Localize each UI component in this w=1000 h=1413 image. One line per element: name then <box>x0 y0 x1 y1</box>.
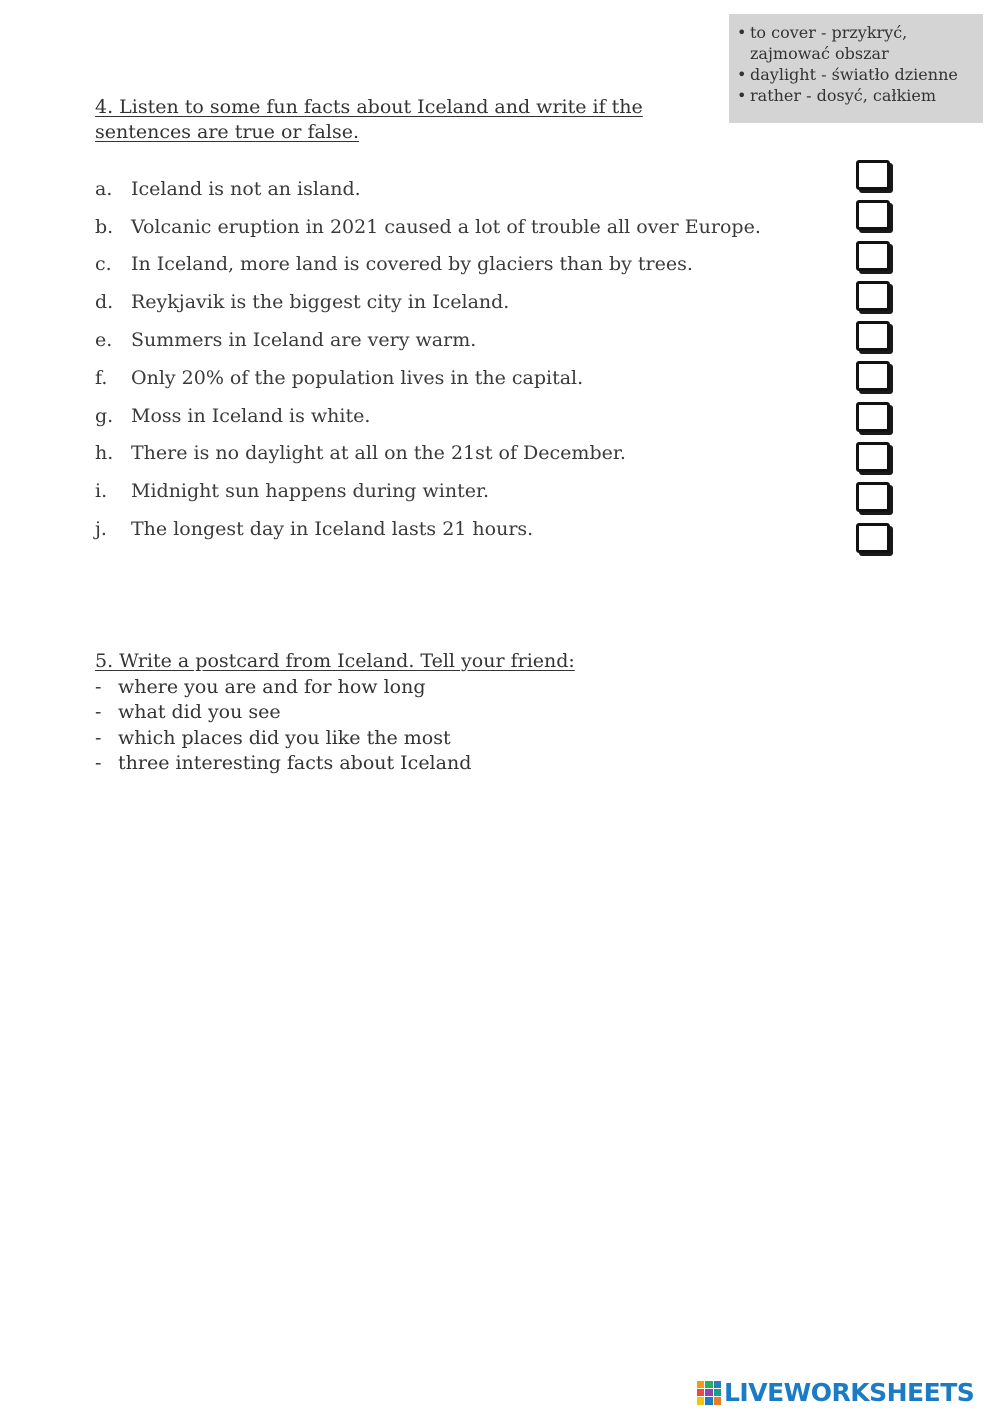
sentence-item <box>95 246 835 284</box>
vocab-item: • to cover - przykryć, zajmować obszar <box>737 22 983 64</box>
sentence-text: Volcanic eruption in 2021 caused a lot of trouble all over Europe. <box>131 215 761 238</box>
answer-boxes <box>856 160 890 563</box>
postcard-point <box>95 675 471 700</box>
logo-cell <box>697 1389 704 1396</box>
logo-cell <box>714 1389 721 1396</box>
answer-box-c[interactable] <box>856 241 890 271</box>
vocab-item: • rather - dosyć, całkiem <box>737 85 983 106</box>
logo-cell <box>697 1381 704 1388</box>
dash-marker: - <box>95 701 102 724</box>
sentence-letter: h. <box>95 442 114 465</box>
sentence-item <box>95 397 835 435</box>
sentence-item <box>95 170 835 208</box>
vocab-item: • daylight - światło dzienne <box>737 64 983 85</box>
sentence-letter: d. <box>95 291 114 314</box>
logo-cell <box>705 1381 712 1388</box>
logo-cell <box>705 1389 712 1396</box>
sentence-text: Midnight sun happens during winter. <box>131 480 489 503</box>
sentence-item <box>95 510 835 548</box>
dash-marker: - <box>95 676 102 698</box>
answer-box-d[interactable] <box>856 281 890 311</box>
logo-text: LIVEWORKSHEETS <box>724 1378 975 1407</box>
sentence-item <box>95 321 835 359</box>
postcard-point-text: what did you see <box>118 701 281 724</box>
answer-box-j[interactable] <box>856 523 890 553</box>
sentence-letter: b. <box>95 215 114 238</box>
logo-cell <box>697 1397 704 1404</box>
dash-marker: - <box>95 751 102 774</box>
sentence-letter: j. <box>95 518 107 541</box>
answer-box-b[interactable] <box>856 200 890 230</box>
postcard-point <box>95 700 471 725</box>
sentence-item <box>95 283 835 321</box>
answer-box-e[interactable] <box>856 321 890 351</box>
sentence-text: In Iceland, more land is covered by glaciers than by trees. <box>131 253 693 276</box>
postcard-point <box>95 751 471 776</box>
sentence-item <box>95 208 835 246</box>
sentence-letter: g. <box>95 404 114 427</box>
task5-title: 5. Write a postcard from Iceland. Tell your friend: <box>95 650 575 672</box>
sentence-text: Moss in Iceland is white. <box>131 404 371 427</box>
logo-cell <box>714 1381 721 1388</box>
sentence-letter: c. <box>95 253 112 276</box>
sentence-text: There is no daylight at all on the 21st of December. <box>131 442 626 465</box>
vocabulary-box <box>729 14 983 123</box>
sentence-text: Reykjavik is the biggest city in Iceland. <box>131 291 510 314</box>
sentence-text: Only 20% of the population lives in the capital. <box>131 366 584 389</box>
liveworksheets-logo <box>697 1378 974 1407</box>
answer-box-g[interactable] <box>856 402 890 432</box>
sentence-letter: a. <box>95 177 113 200</box>
postcard-point-text: three interesting facts about Iceland <box>118 751 472 774</box>
sentence-text: Summers in Iceland are very warm. <box>131 329 477 352</box>
answer-box-a[interactable] <box>856 160 890 190</box>
postcard-points <box>95 675 471 776</box>
sentence-text: Iceland is not an island. <box>131 177 361 200</box>
postcard-point <box>95 726 471 751</box>
answer-box-h[interactable] <box>856 442 890 472</box>
answer-box-f[interactable] <box>856 361 890 391</box>
sentence-text: The longest day in Iceland lasts 21 hours. <box>131 518 534 541</box>
sentence-letter: e. <box>95 329 113 352</box>
postcard-point-text: which places did you like the most <box>118 726 451 749</box>
sentence-list <box>95 170 835 548</box>
answer-box-i[interactable] <box>856 482 890 512</box>
sentence-item <box>95 359 835 397</box>
sentence-item <box>95 472 835 510</box>
task4-title: 4. Listen to some fun facts about Iceland and write if the sentences are true or false. <box>95 96 643 143</box>
sentence-letter: f. <box>95 366 108 389</box>
dash-marker: - <box>95 726 102 749</box>
logo-cell <box>705 1397 712 1404</box>
logo-cell <box>714 1397 721 1404</box>
sentence-letter: i. <box>95 480 108 503</box>
postcard-point-text: where you are and for how long <box>118 676 426 698</box>
logo-grid-icon <box>697 1381 721 1405</box>
sentence-item <box>95 435 835 473</box>
